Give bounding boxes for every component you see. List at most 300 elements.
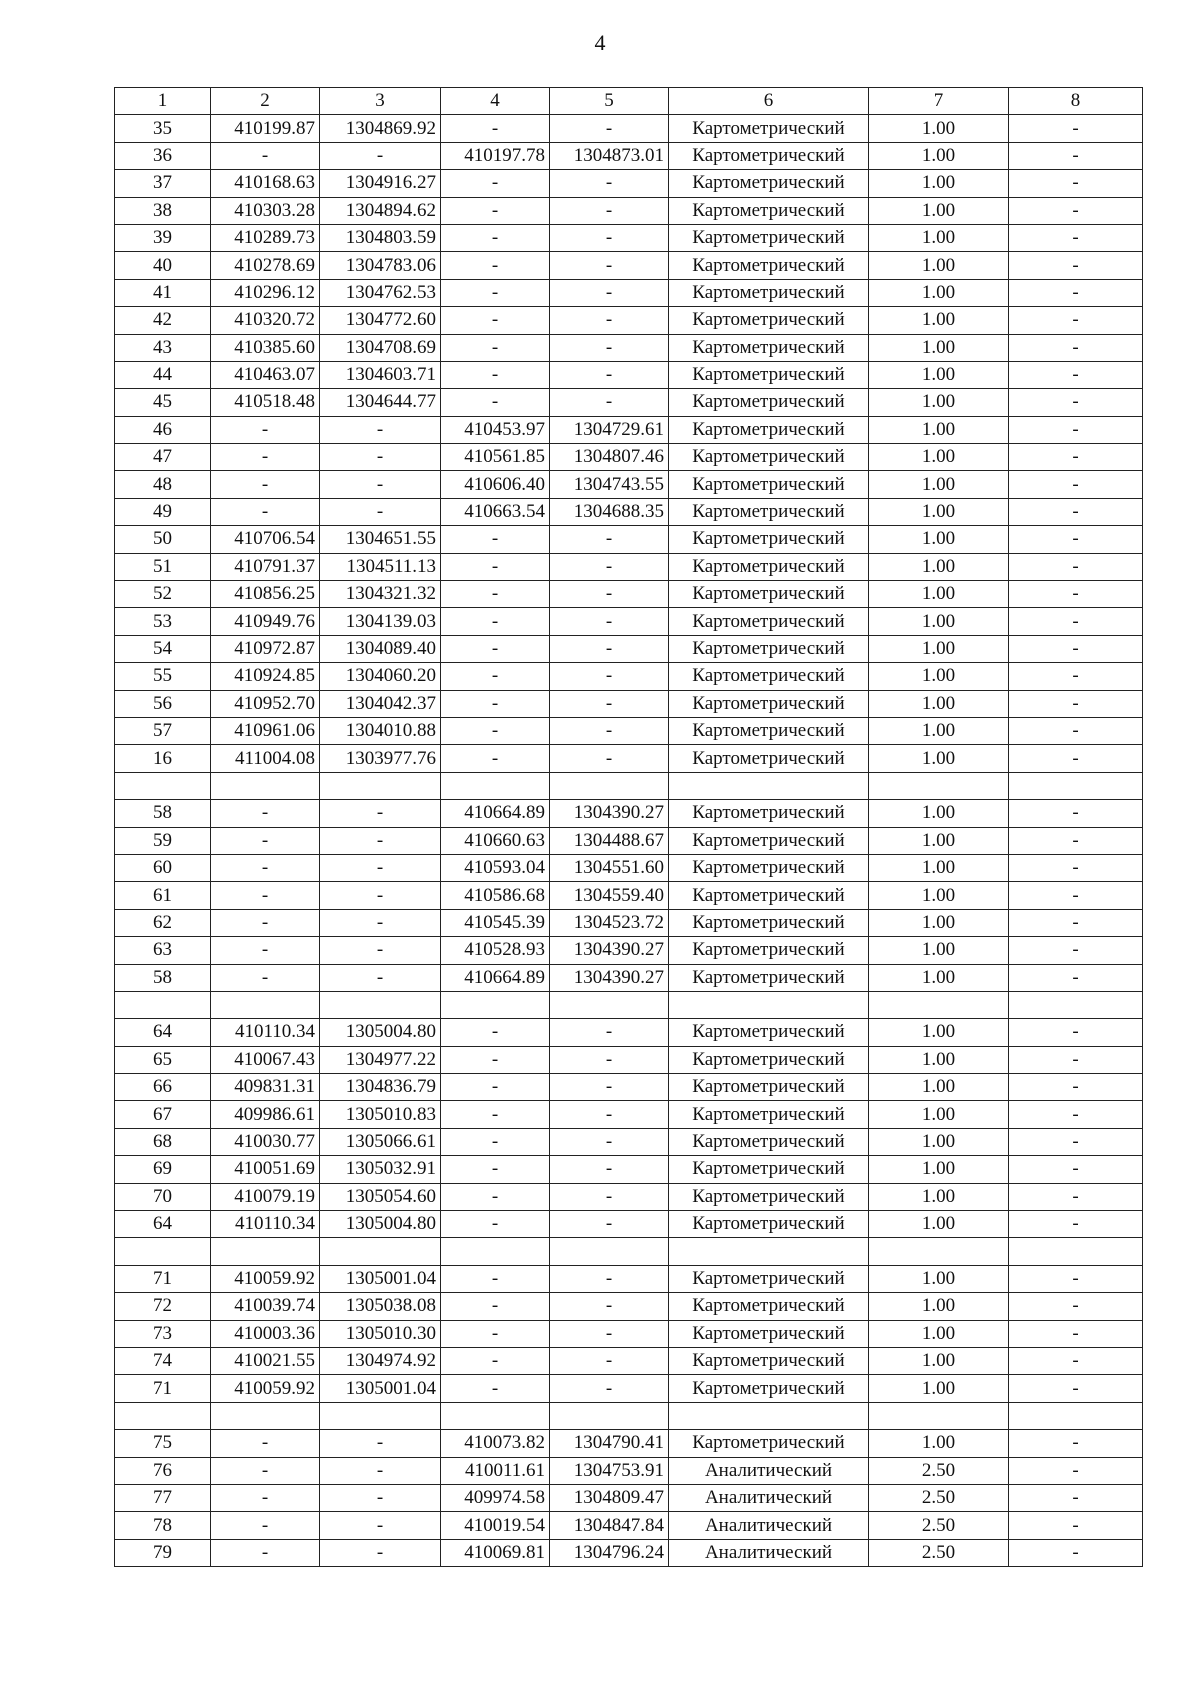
y-refined-cell: - [550, 1265, 669, 1292]
table-row [115, 690, 1143, 717]
y-existing-cell [320, 991, 441, 1018]
x-existing-cell: 410924.85 [211, 663, 320, 690]
table-row [115, 1183, 1143, 1210]
precision-cell: 1.00 [869, 1347, 1009, 1374]
x-existing-cell: 410051.69 [211, 1156, 320, 1183]
y-refined-cell [550, 991, 669, 1018]
y-existing-cell: 1304783.06 [320, 252, 441, 279]
precision-cell: 1.00 [869, 937, 1009, 964]
y-existing-cell [320, 1238, 441, 1265]
x-refined-cell: - [441, 1046, 550, 1073]
x-existing-cell [211, 991, 320, 1018]
point-number-cell: 43 [115, 334, 211, 361]
y-refined-cell: - [550, 361, 669, 388]
precision-cell: 1.00 [869, 745, 1009, 772]
y-refined-cell: - [550, 717, 669, 744]
precision-cell: 1.00 [869, 1101, 1009, 1128]
point-number-cell: 36 [115, 142, 211, 169]
precision-cell [869, 991, 1009, 1018]
note-cell: - [1009, 1019, 1143, 1046]
y-existing-cell: - [320, 937, 441, 964]
x-refined-cell: 410593.04 [441, 854, 550, 881]
point-number-cell: 72 [115, 1293, 211, 1320]
method-cell: Картометрический [669, 1347, 869, 1374]
x-refined-cell: - [441, 690, 550, 717]
x-existing-cell: - [211, 937, 320, 964]
x-refined-cell: - [441, 1019, 550, 1046]
x-refined-cell: 410011.61 [441, 1457, 550, 1484]
y-refined-cell: - [550, 1293, 669, 1320]
table-row [115, 498, 1143, 525]
x-refined-cell [441, 1402, 550, 1429]
y-refined-cell: 1304488.67 [550, 827, 669, 854]
y-refined-cell: 1304559.40 [550, 882, 669, 909]
y-existing-cell: - [320, 1512, 441, 1539]
point-number-cell [115, 1238, 211, 1265]
note-cell: - [1009, 827, 1143, 854]
table-row [115, 1347, 1143, 1374]
y-refined-cell: 1304847.84 [550, 1512, 669, 1539]
note-cell: - [1009, 690, 1143, 717]
method-cell: Картометрический [669, 197, 869, 224]
note-cell: - [1009, 1293, 1143, 1320]
method-cell: Картометрический [669, 827, 869, 854]
method-cell: Картометрический [669, 498, 869, 525]
table-row [115, 197, 1143, 224]
note-cell: - [1009, 882, 1143, 909]
point-number-cell: 76 [115, 1457, 211, 1484]
y-refined-cell: - [550, 1074, 669, 1101]
y-existing-cell: 1305054.60 [320, 1183, 441, 1210]
note-cell: - [1009, 745, 1143, 772]
x-refined-cell: 410606.40 [441, 471, 550, 498]
y-refined-cell [550, 1402, 669, 1429]
x-refined-cell: - [441, 553, 550, 580]
note-cell: - [1009, 1183, 1143, 1210]
table-row [115, 800, 1143, 827]
note-cell: - [1009, 197, 1143, 224]
note-cell: - [1009, 1347, 1143, 1374]
y-refined-cell: 1304688.35 [550, 498, 669, 525]
y-existing-cell: - [320, 471, 441, 498]
precision-cell: 1.00 [869, 1046, 1009, 1073]
point-number-cell: 77 [115, 1484, 211, 1511]
method-cell: Картометрический [669, 526, 869, 553]
precision-cell: 1.00 [869, 635, 1009, 662]
precision-cell: 1.00 [869, 717, 1009, 744]
x-existing-cell: 410296.12 [211, 279, 320, 306]
y-existing-cell [320, 772, 441, 799]
x-existing-cell: 410961.06 [211, 717, 320, 744]
x-refined-cell: - [441, 1074, 550, 1101]
method-cell: Картометрический [669, 1183, 869, 1210]
method-cell [669, 1402, 869, 1429]
note-cell: - [1009, 115, 1143, 142]
x-refined-cell: - [441, 717, 550, 744]
precision-cell: 1.00 [869, 964, 1009, 991]
y-existing-cell: 1305038.08 [320, 1293, 441, 1320]
point-number-cell: 46 [115, 416, 211, 443]
method-cell: Картометрический [669, 854, 869, 881]
x-existing-cell: - [211, 882, 320, 909]
method-cell: Картометрический [669, 882, 869, 909]
table-row [115, 1375, 1143, 1402]
precision-cell: 1.00 [869, 279, 1009, 306]
y-existing-cell: 1304762.53 [320, 279, 441, 306]
point-number-cell: 40 [115, 252, 211, 279]
x-existing-cell: - [211, 416, 320, 443]
x-refined-cell: 410545.39 [441, 909, 550, 936]
y-existing-cell: 1304010.88 [320, 717, 441, 744]
table-row [115, 882, 1143, 909]
x-refined-cell: - [441, 1347, 550, 1374]
precision-cell [869, 1402, 1009, 1429]
point-number-cell: 38 [115, 197, 211, 224]
x-refined-cell: - [441, 581, 550, 608]
note-cell: - [1009, 663, 1143, 690]
x-existing-cell: 410320.72 [211, 307, 320, 334]
y-refined-cell: 1304809.47 [550, 1484, 669, 1511]
table-separator-row [115, 1402, 1143, 1429]
method-cell: Картометрический [669, 1046, 869, 1073]
y-refined-cell: - [550, 553, 669, 580]
point-number-cell: 67 [115, 1101, 211, 1128]
x-existing-cell: 410949.76 [211, 608, 320, 635]
precision-cell: 1.00 [869, 1074, 1009, 1101]
point-number-cell: 78 [115, 1512, 211, 1539]
table-row [115, 1128, 1143, 1155]
note-cell: - [1009, 581, 1143, 608]
point-number-cell: 60 [115, 854, 211, 881]
method-cell: Картометрический [669, 1211, 869, 1238]
precision-cell: 2.50 [869, 1539, 1009, 1566]
point-number-cell: 48 [115, 471, 211, 498]
table-row [115, 717, 1143, 744]
x-existing-cell [211, 1238, 320, 1265]
note-cell: - [1009, 1484, 1143, 1511]
x-existing-cell: 410952.70 [211, 690, 320, 717]
method-cell: Аналитический [669, 1512, 869, 1539]
table-row [115, 1539, 1143, 1566]
point-number-cell: 71 [115, 1265, 211, 1292]
y-existing-cell: 1304139.03 [320, 608, 441, 635]
point-number-cell: 64 [115, 1211, 211, 1238]
precision-cell: 1.00 [869, 334, 1009, 361]
precision-cell: 1.00 [869, 142, 1009, 169]
y-refined-cell: - [550, 1019, 669, 1046]
y-refined-cell: 1304523.72 [550, 909, 669, 936]
point-number-cell [115, 772, 211, 799]
y-refined-cell: - [550, 197, 669, 224]
x-existing-cell [211, 1402, 320, 1429]
note-cell [1009, 1238, 1143, 1265]
y-refined-cell: - [550, 690, 669, 717]
precision-cell: 1.00 [869, 1265, 1009, 1292]
table-row [115, 252, 1143, 279]
method-cell: Картометрический [669, 635, 869, 662]
point-number-cell: 54 [115, 635, 211, 662]
y-refined-cell: - [550, 1320, 669, 1347]
y-refined-cell: 1304807.46 [550, 444, 669, 471]
method-cell: Картометрический [669, 142, 869, 169]
note-cell: - [1009, 1046, 1143, 1073]
y-refined-cell: - [550, 334, 669, 361]
x-existing-cell: 410972.87 [211, 635, 320, 662]
x-refined-cell: - [441, 1156, 550, 1183]
x-refined-cell: 410019.54 [441, 1512, 550, 1539]
x-refined-cell: 410561.85 [441, 444, 550, 471]
column-header: 5 [550, 88, 669, 115]
y-refined-cell: - [550, 224, 669, 251]
note-cell: - [1009, 635, 1143, 662]
method-cell: Картометрический [669, 1375, 869, 1402]
method-cell [669, 1238, 869, 1265]
method-cell: Картометрический [669, 471, 869, 498]
method-cell: Картометрический [669, 800, 869, 827]
x-existing-cell: - [211, 1539, 320, 1566]
x-refined-cell: - [441, 1293, 550, 1320]
table-row [115, 608, 1143, 635]
point-number-cell: 57 [115, 717, 211, 744]
table-row [115, 1430, 1143, 1457]
method-cell: Картометрический [669, 717, 869, 744]
y-existing-cell: 1305001.04 [320, 1265, 441, 1292]
precision-cell: 1.00 [869, 854, 1009, 881]
y-existing-cell: - [320, 444, 441, 471]
method-cell: Картометрический [669, 361, 869, 388]
x-existing-cell: - [211, 1484, 320, 1511]
x-existing-cell: 410463.07 [211, 361, 320, 388]
y-refined-cell: - [550, 1101, 669, 1128]
precision-cell: 1.00 [869, 471, 1009, 498]
x-existing-cell: 410168.63 [211, 170, 320, 197]
method-cell: Картометрический [669, 909, 869, 936]
x-existing-cell: - [211, 471, 320, 498]
table-row [115, 937, 1143, 964]
x-refined-cell: - [441, 279, 550, 306]
method-cell: Картометрический [669, 252, 869, 279]
precision-cell: 1.00 [869, 1430, 1009, 1457]
y-existing-cell: 1304321.32 [320, 581, 441, 608]
y-existing-cell: 1304772.60 [320, 307, 441, 334]
note-cell: - [1009, 854, 1143, 881]
x-refined-cell: 409974.58 [441, 1484, 550, 1511]
note-cell: - [1009, 361, 1143, 388]
point-number-cell: 53 [115, 608, 211, 635]
column-header: 1 [115, 88, 211, 115]
y-existing-cell: 1304511.13 [320, 553, 441, 580]
precision-cell: 1.00 [869, 608, 1009, 635]
y-refined-cell: 1304873.01 [550, 142, 669, 169]
table-separator-row [115, 1238, 1143, 1265]
point-number-cell [115, 991, 211, 1018]
x-existing-cell: 410110.34 [211, 1019, 320, 1046]
point-number-cell: 70 [115, 1183, 211, 1210]
y-existing-cell: - [320, 964, 441, 991]
note-cell: - [1009, 252, 1143, 279]
table-row [115, 553, 1143, 580]
y-existing-cell: 1304974.92 [320, 1347, 441, 1374]
table-row [115, 279, 1143, 306]
method-cell: Картометрический [669, 1430, 869, 1457]
x-refined-cell: 410660.63 [441, 827, 550, 854]
y-existing-cell: 1305004.80 [320, 1019, 441, 1046]
method-cell: Картометрический [669, 307, 869, 334]
x-existing-cell: 410289.73 [211, 224, 320, 251]
precision-cell: 2.50 [869, 1512, 1009, 1539]
note-cell: - [1009, 717, 1143, 744]
x-existing-cell: - [211, 142, 320, 169]
method-cell: Картометрический [669, 1265, 869, 1292]
precision-cell: 1.00 [869, 1375, 1009, 1402]
y-existing-cell: - [320, 882, 441, 909]
table-body [115, 115, 1143, 1567]
y-existing-cell: 1304060.20 [320, 663, 441, 690]
x-refined-cell: 410073.82 [441, 1430, 550, 1457]
method-cell: Картометрический [669, 170, 869, 197]
y-refined-cell: 1304796.24 [550, 1539, 669, 1566]
note-cell: - [1009, 526, 1143, 553]
y-existing-cell: 1305010.83 [320, 1101, 441, 1128]
table-row [115, 909, 1143, 936]
y-refined-cell: 1304729.61 [550, 416, 669, 443]
note-cell: - [1009, 334, 1143, 361]
y-refined-cell: - [550, 252, 669, 279]
y-refined-cell: 1304743.55 [550, 471, 669, 498]
note-cell: - [1009, 937, 1143, 964]
table-separator-row [115, 772, 1143, 799]
method-cell: Картометрический [669, 1156, 869, 1183]
x-existing-cell: - [211, 444, 320, 471]
point-number-cell: 56 [115, 690, 211, 717]
precision-cell: 1.00 [869, 416, 1009, 443]
y-refined-cell: - [550, 170, 669, 197]
x-existing-cell: - [211, 800, 320, 827]
table-row [115, 663, 1143, 690]
method-cell: Картометрический [669, 444, 869, 471]
note-cell: - [1009, 909, 1143, 936]
x-existing-cell: 410067.43 [211, 1046, 320, 1073]
note-cell [1009, 991, 1143, 1018]
method-cell: Аналитический [669, 1539, 869, 1566]
x-existing-cell: 409831.31 [211, 1074, 320, 1101]
note-cell: - [1009, 224, 1143, 251]
note-cell: - [1009, 1265, 1143, 1292]
point-number-cell: 49 [115, 498, 211, 525]
precision-cell: 1.00 [869, 115, 1009, 142]
note-cell: - [1009, 307, 1143, 334]
precision-cell: 1.00 [869, 909, 1009, 936]
point-number-cell: 74 [115, 1347, 211, 1374]
note-cell: - [1009, 279, 1143, 306]
method-cell: Картометрический [669, 224, 869, 251]
y-refined-cell: - [550, 389, 669, 416]
y-refined-cell: - [550, 115, 669, 142]
column-header: 6 [669, 88, 869, 115]
precision-cell: 1.00 [869, 882, 1009, 909]
x-existing-cell: 410706.54 [211, 526, 320, 553]
note-cell: - [1009, 498, 1143, 525]
note-cell: - [1009, 1320, 1143, 1347]
table-row [115, 1046, 1143, 1073]
y-existing-cell: 1304836.79 [320, 1074, 441, 1101]
x-existing-cell: - [211, 964, 320, 991]
table-row [115, 444, 1143, 471]
y-existing-cell: 1305010.30 [320, 1320, 441, 1347]
point-number-cell: 61 [115, 882, 211, 909]
point-number-cell: 62 [115, 909, 211, 936]
point-number-cell: 66 [115, 1074, 211, 1101]
y-refined-cell: - [550, 1347, 669, 1374]
note-cell: - [1009, 1512, 1143, 1539]
column-header: 8 [1009, 88, 1143, 115]
x-existing-cell: 410059.92 [211, 1375, 320, 1402]
y-refined-cell: - [550, 307, 669, 334]
x-refined-cell [441, 991, 550, 1018]
x-existing-cell: 409986.61 [211, 1101, 320, 1128]
y-refined-cell: - [550, 635, 669, 662]
y-existing-cell: - [320, 498, 441, 525]
note-cell: - [1009, 964, 1143, 991]
table-row [115, 224, 1143, 251]
y-refined-cell: - [550, 1183, 669, 1210]
x-refined-cell: - [441, 1375, 550, 1402]
note-cell: - [1009, 1101, 1143, 1128]
x-existing-cell: 410039.74 [211, 1293, 320, 1320]
x-refined-cell: - [441, 389, 550, 416]
y-existing-cell: 1305032.91 [320, 1156, 441, 1183]
page-number: 4 [594, 30, 606, 55]
x-existing-cell: 410021.55 [211, 1347, 320, 1374]
x-refined-cell: 410528.93 [441, 937, 550, 964]
y-existing-cell: - [320, 800, 441, 827]
x-refined-cell: - [441, 608, 550, 635]
y-existing-cell: 1305004.80 [320, 1211, 441, 1238]
y-existing-cell: - [320, 1457, 441, 1484]
point-number-cell: 47 [115, 444, 211, 471]
table-row [115, 964, 1143, 991]
table-row [115, 471, 1143, 498]
table-row [115, 1320, 1143, 1347]
point-number-cell: 39 [115, 224, 211, 251]
table-row [115, 581, 1143, 608]
note-cell: - [1009, 1074, 1143, 1101]
precision-cell: 1.00 [869, 1183, 1009, 1210]
y-existing-cell [320, 1402, 441, 1429]
x-existing-cell: 410079.19 [211, 1183, 320, 1210]
table-row [115, 854, 1143, 881]
note-cell: - [1009, 1211, 1143, 1238]
y-refined-cell: - [550, 1128, 669, 1155]
note-cell: - [1009, 1539, 1143, 1566]
y-refined-cell: - [550, 608, 669, 635]
table-row [115, 115, 1143, 142]
table-separator-row [115, 991, 1143, 1018]
y-existing-cell: - [320, 142, 441, 169]
point-number-cell: 59 [115, 827, 211, 854]
column-header: 3 [320, 88, 441, 115]
table-row [115, 416, 1143, 443]
note-cell [1009, 772, 1143, 799]
method-cell: Картометрический [669, 115, 869, 142]
precision-cell: 1.00 [869, 444, 1009, 471]
point-number-cell: 68 [115, 1128, 211, 1155]
y-refined-cell: 1304551.60 [550, 854, 669, 881]
method-cell: Картометрический [669, 937, 869, 964]
y-existing-cell: 1304916.27 [320, 170, 441, 197]
method-cell: Аналитический [669, 1457, 869, 1484]
table-row [115, 1265, 1143, 1292]
